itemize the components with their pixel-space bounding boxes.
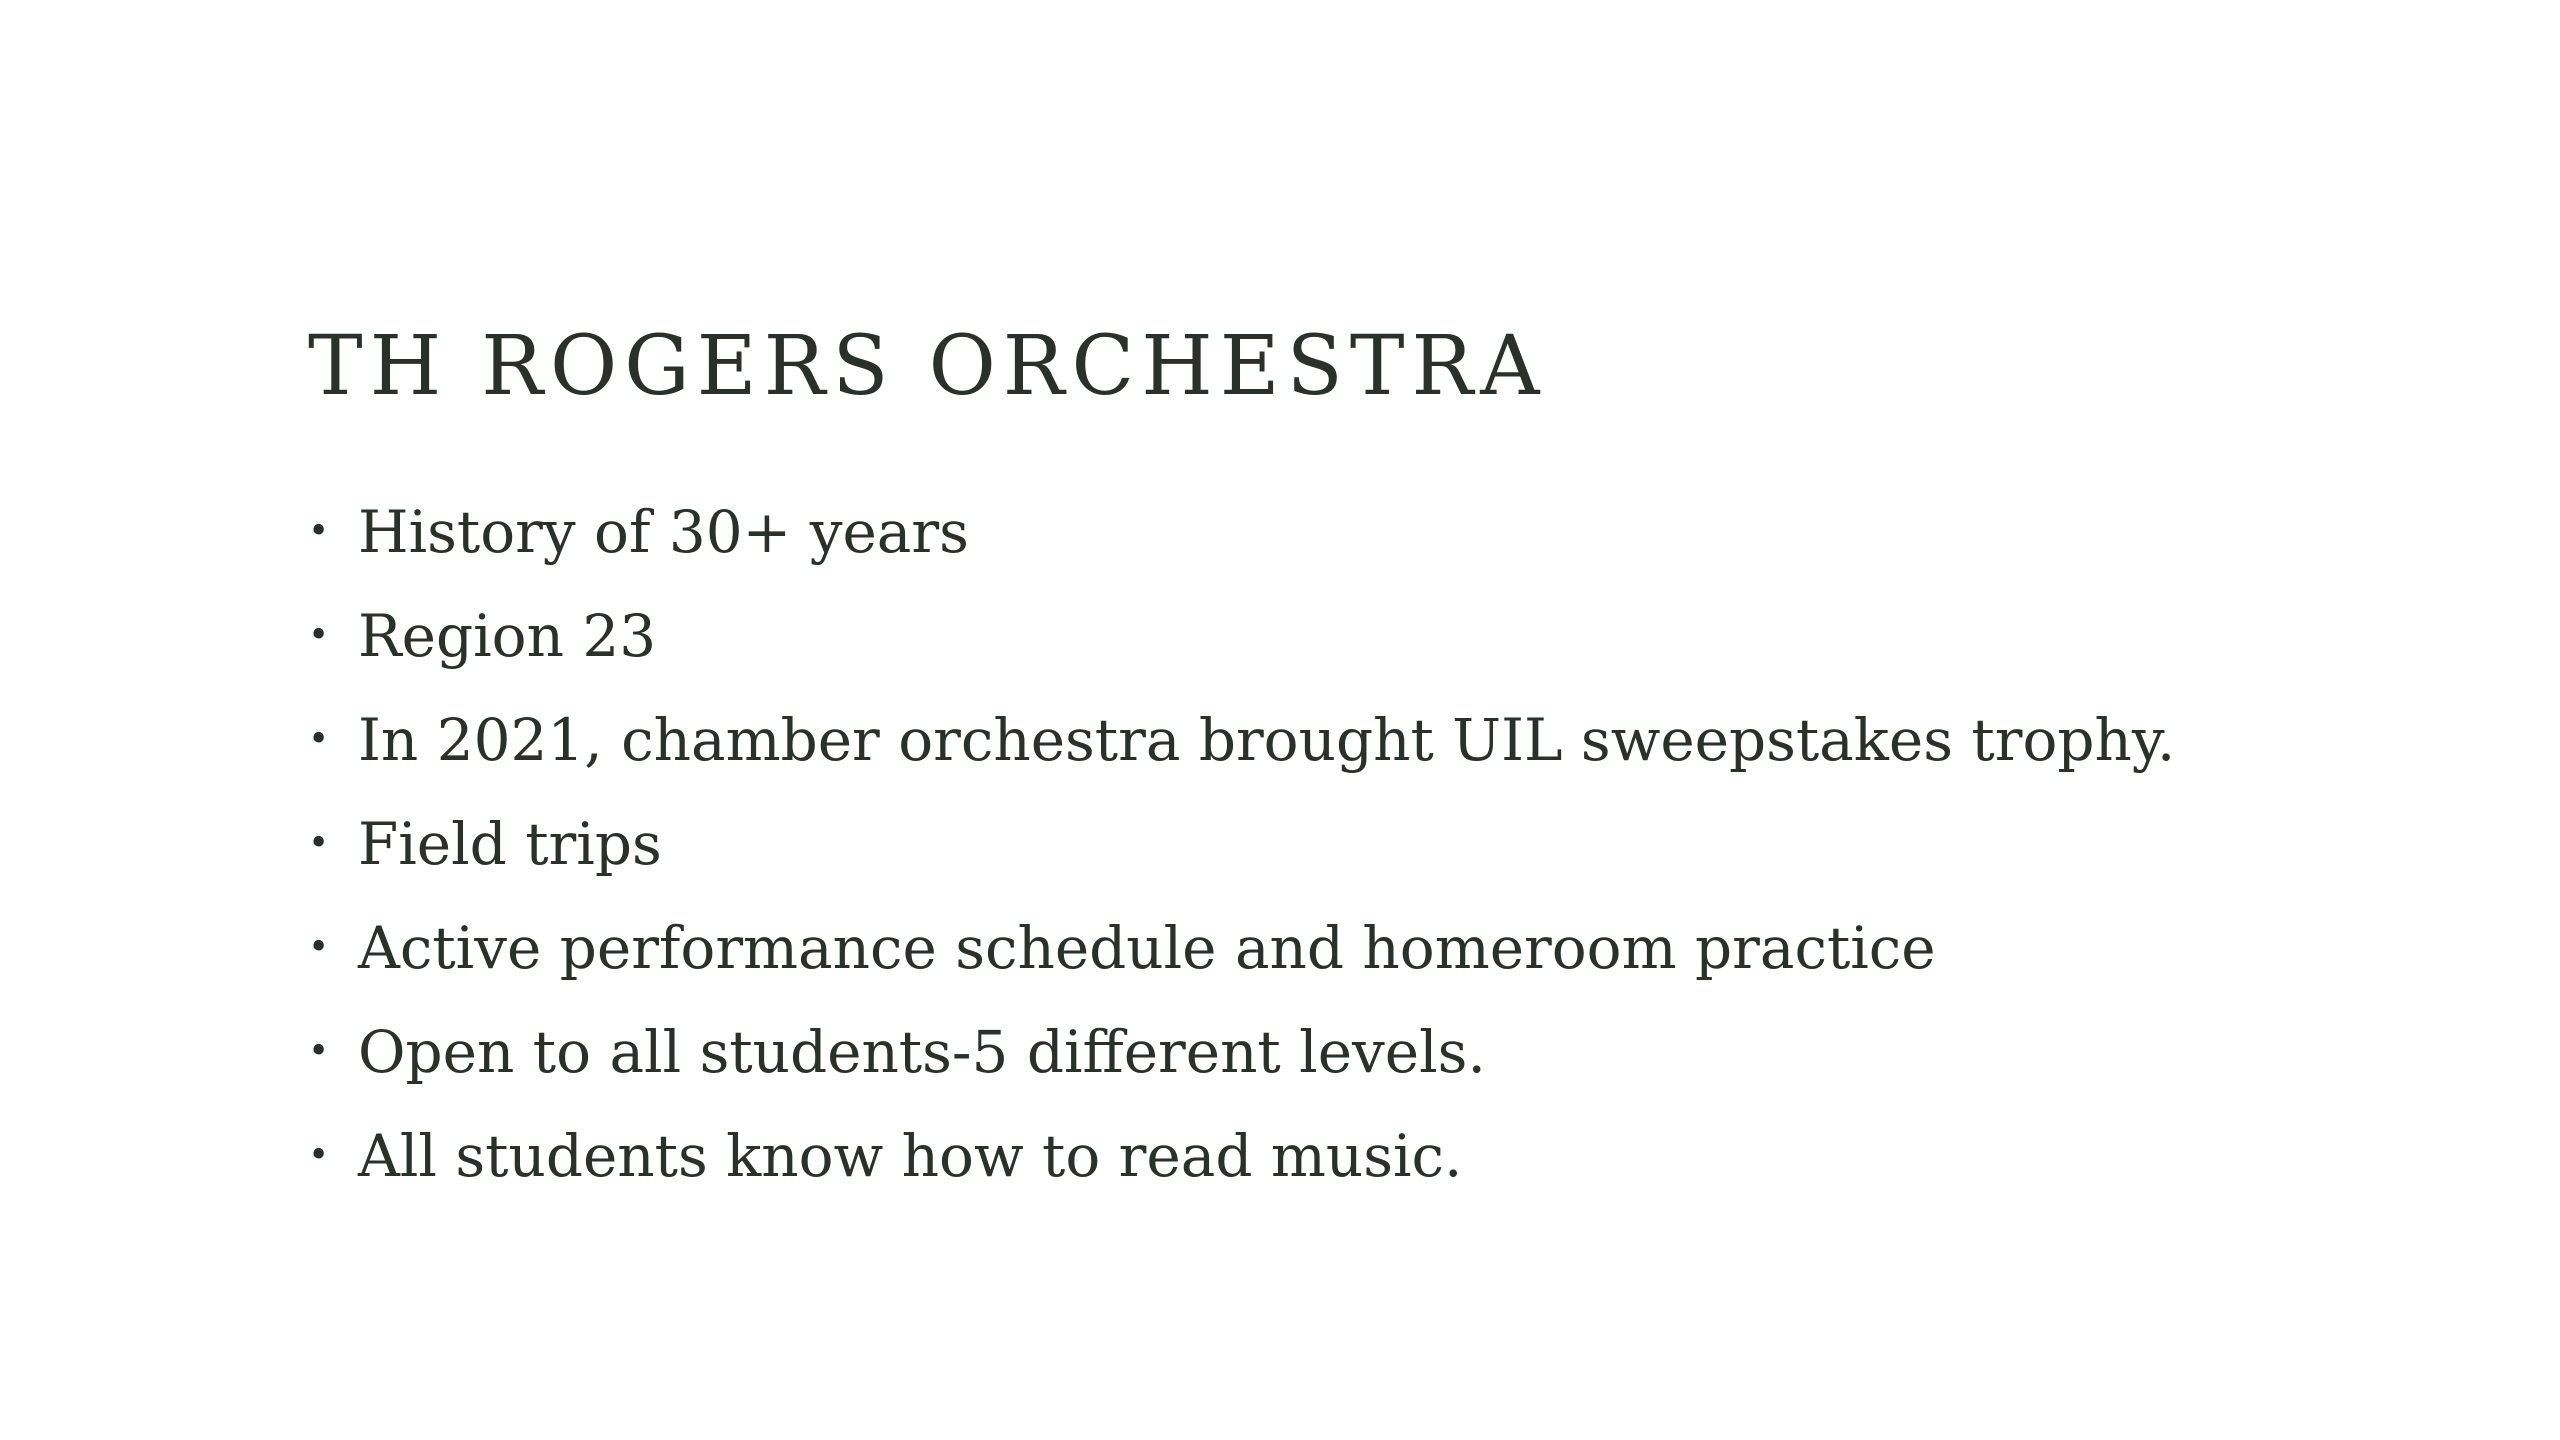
bullet-text: Active performance schedule and homeroom practice — [358, 914, 1936, 982]
bullet-text: All students know how to read music. — [358, 1122, 1463, 1190]
bullet-text: In 2021, chamber orchestra brought UIL sweepstakes trophy. — [358, 706, 2176, 774]
bullet-icon: • — [308, 1135, 330, 1176]
bullet-text: History of 30+ years — [358, 498, 969, 566]
bullet-text: Open to all students-5 different levels. — [358, 1018, 1486, 1086]
slide-title: TH ROGERS ORCHESTRA — [308, 319, 1547, 414]
bullet-text: Region 23 — [358, 602, 657, 670]
bullet-text: Field trips — [358, 810, 662, 878]
bullet-icon: • — [308, 719, 330, 760]
bullet-icon: • — [308, 1031, 330, 1072]
bullet-icon: • — [308, 823, 330, 864]
bullet-icon: • — [308, 927, 330, 968]
bullet-icon: • — [308, 615, 330, 656]
bullet-icon: • — [308, 511, 330, 552]
